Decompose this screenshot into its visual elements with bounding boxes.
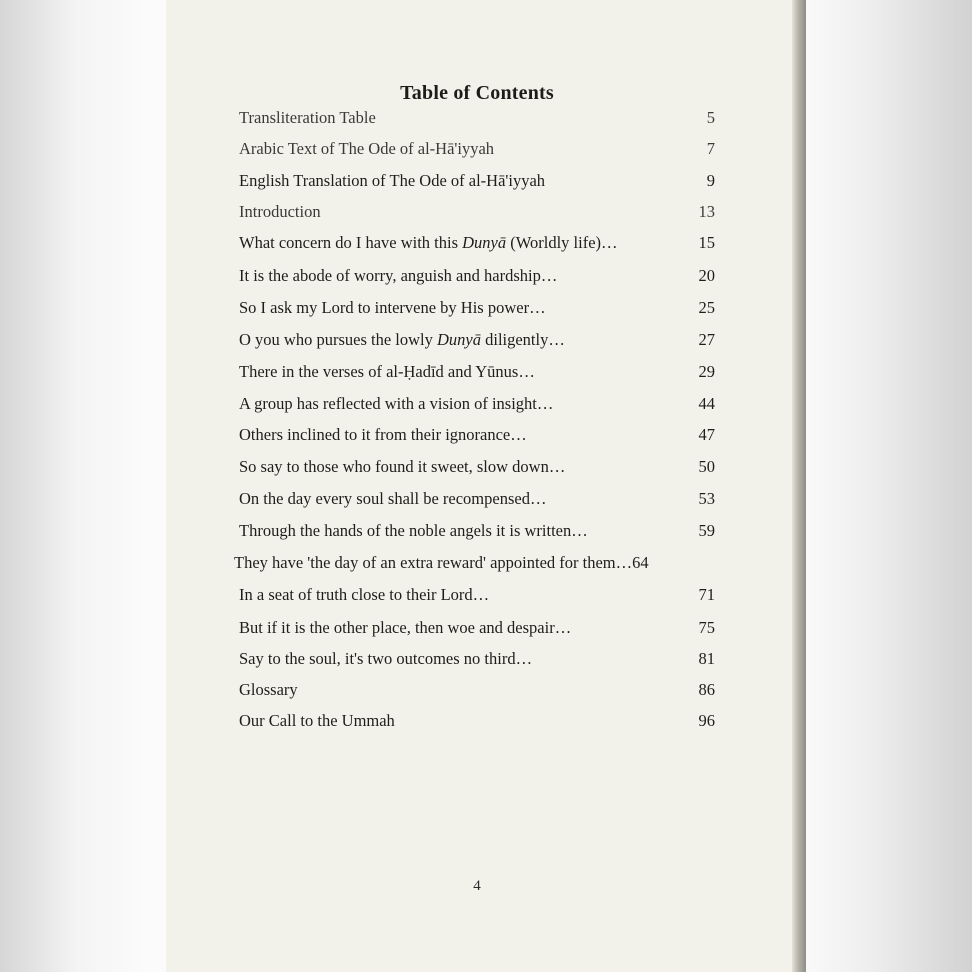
toc-entry-page: 71 [698, 585, 715, 604]
toc-entry [239, 394, 715, 418]
toc-entry-label: It is the abode of worry, anguish and hardship… [239, 266, 558, 285]
toc-entry-label: Introduction [239, 202, 321, 221]
toc-entry [239, 457, 715, 481]
toc-entry-page: 27 [698, 330, 715, 349]
toc-entry [239, 139, 715, 163]
toc-entry-label: In a seat of truth close to their Lord… [239, 585, 490, 604]
toc-entry-page: 50 [698, 457, 715, 476]
toc-entry [239, 171, 715, 195]
toc-entry-label: Say to the soul, it's two outcomes no third… [239, 649, 533, 668]
toc-entry [239, 266, 715, 290]
toc-entry-label: There in the verses of al-Ḥadīd and Yūnus… [239, 362, 535, 381]
toc-entry [239, 521, 715, 545]
toc-entry-label-text: (Worldly life)… [506, 233, 618, 252]
toc-entry-page: 53 [698, 489, 715, 508]
toc-entry-label: Others inclined to it from their ignorance… [239, 425, 527, 444]
toc-entry-label: They have 'the day of an extra reward' appointed for them…64 [234, 553, 649, 572]
toc-entry-page: 81 [698, 649, 715, 668]
toc-title: Table of Contents [400, 82, 554, 104]
toc-entry [239, 202, 715, 226]
toc-entry-label-text: O you who pursues the lowly [239, 330, 437, 349]
toc-entry-label: So say to those who found it sweet, slow down… [239, 457, 566, 476]
toc-entry-page: 75 [698, 618, 715, 637]
toc-entry [239, 618, 715, 642]
toc-entry-label-italic: Dunyā [436, 330, 481, 349]
toc-entry-page: 20 [698, 266, 715, 285]
toc-entry [239, 330, 715, 354]
toc-entry-label: So I ask my Lord to intervene by His power… [239, 298, 546, 317]
toc-entry-page: 47 [698, 425, 715, 444]
toc-entry-page: 9 [706, 171, 715, 190]
toc-entry-page: 13 [698, 202, 715, 221]
toc-entry-label-italic: Dunyā [462, 233, 507, 252]
toc-entry-label: Arabic Text of The Ode of al-Hā'iyyah [239, 139, 495, 158]
toc-entry-page: 15 [698, 233, 715, 252]
toc-entry-label: Our Call to the Ummah [239, 711, 395, 730]
toc-entry-page: 29 [698, 362, 715, 381]
page-number: 4 [473, 878, 481, 894]
toc-entry-label: Transliteration Table [239, 108, 376, 127]
toc-entry-label-text: diligently… [480, 330, 565, 349]
toc-entry [234, 553, 715, 577]
toc-entry-label: Glossary [239, 680, 298, 699]
toc-entry-label: But if it is the other place, then woe and despair… [239, 618, 572, 637]
toc-entry-label: On the day every soul shall be recompensed… [239, 489, 547, 508]
toc-entry-label: Through the hands of the noble angels it is written… [239, 521, 588, 540]
toc-entry-page: 5 [706, 108, 715, 127]
toc-entry [239, 298, 715, 322]
toc-entry-page: 44 [698, 394, 715, 413]
toc-entry [239, 585, 715, 609]
toc-entry-page: 25 [698, 298, 715, 317]
toc-entry [239, 425, 715, 449]
toc-entry [239, 233, 715, 257]
toc-entry [239, 649, 715, 673]
toc-entry-label [239, 233, 618, 253]
toc-entry [239, 362, 715, 386]
toc-entry-page: 86 [698, 680, 715, 699]
toc-entry [239, 711, 715, 735]
toc-entry-label-text: What concern do I have with this [239, 233, 463, 252]
toc-entry-label: A group has reflected with a vision of insight… [239, 394, 554, 413]
toc-entry-page: 7 [706, 139, 715, 158]
toc-entry-page: 96 [698, 711, 715, 730]
toc-entry-page: 59 [698, 521, 715, 540]
toc-entry-label [239, 330, 565, 350]
toc-entry [239, 489, 715, 513]
toc-entry [239, 108, 715, 132]
toc-entry [239, 680, 715, 704]
toc-entry-label: English Translation of The Ode of al-Hā'iyyah [239, 171, 546, 190]
